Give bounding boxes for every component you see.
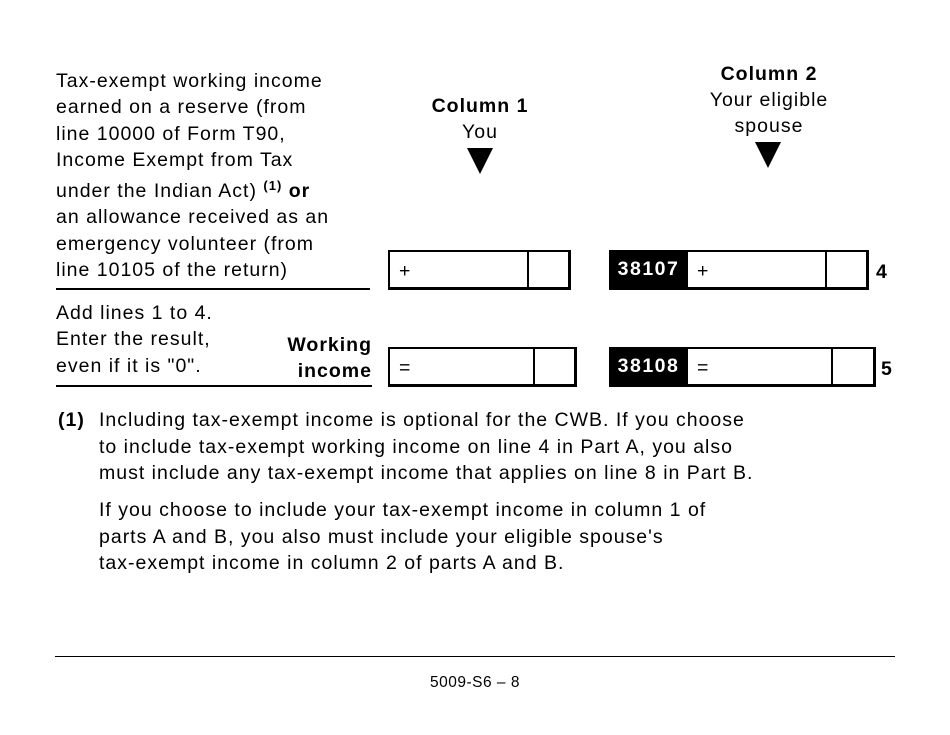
column-1-arrow-icon — [467, 148, 493, 174]
line-4-desc-text: Tax-exempt working income — [56, 70, 323, 92]
line-4-column-1-field[interactable] — [388, 250, 571, 290]
equals-sign: = — [399, 357, 412, 379]
cents-separator — [831, 349, 833, 384]
footer-rule — [55, 656, 895, 657]
footnote-text: parts A and B, you also must include your eligible spouse's — [99, 525, 664, 548]
plus-sign: + — [399, 260, 412, 282]
column-1-subtitle: You — [462, 121, 498, 143]
footnote-text: Including tax-exempt income is optional for the CWB. If you choose — [99, 409, 745, 431]
line-4-desc-text: line 10105 of the return) — [56, 259, 289, 282]
column-1-header — [400, 93, 560, 145]
line-4-column-2-field[interactable] — [686, 250, 869, 290]
column-2-title: Column 2 — [720, 63, 818, 85]
line-4-code-badge: 38107 — [609, 250, 688, 290]
footnote-text: If you choose to include your tax-exempt income in column 1 of — [99, 499, 707, 521]
footnote-paragraph-1 — [99, 407, 753, 487]
footnote-text: to include tax-exempt working income on line 4 in Part A, you also — [99, 435, 733, 458]
line-5-desc-text: Enter the result, — [56, 328, 211, 351]
line-4-desc-text: earned on a reserve (from — [56, 96, 307, 119]
page-number: 5009-S6 – 8 — [430, 674, 520, 691]
column-2-header — [669, 61, 869, 139]
column-1-title: Column 1 — [431, 95, 529, 117]
cents-separator — [825, 252, 827, 287]
line-5-column-1-field[interactable] — [388, 347, 577, 387]
working-income-label — [252, 332, 372, 385]
line-4-desc-text — [56, 173, 329, 204]
line-4-desc-segment: under the Indian Act) — [56, 180, 257, 203]
line-4-desc-text: Income Exempt from Tax — [56, 148, 294, 171]
column-2-arrow-icon — [755, 142, 781, 168]
line-4-number: 4 — [876, 261, 888, 283]
plus-sign: + — [697, 260, 710, 282]
equals-sign: = — [697, 357, 710, 379]
line-4-desc-text: emergency volunteer (from — [56, 232, 315, 255]
line-5-column-2-field[interactable] — [686, 347, 876, 387]
column-2-subtitle-line2: spouse — [734, 115, 804, 137]
line-5-desc-text: Add lines 1 to 4. — [56, 302, 213, 324]
cents-separator — [527, 252, 529, 287]
line-5-number: 5 — [881, 358, 893, 380]
footnote-marker: (1) — [58, 409, 85, 431]
footnote-text: tax-exempt income in column 2 of parts A and B. — [99, 552, 565, 574]
line-5-desc-text: even if it is "0". — [56, 354, 202, 377]
line-4-desc-text: an allowance received as an — [56, 206, 330, 229]
line-4-rule — [56, 288, 370, 290]
working-income-label-line: Working — [287, 334, 372, 356]
line-4-desc-text: line 10000 of Form T90, — [56, 122, 286, 145]
cents-separator — [533, 349, 535, 384]
footnote-reference: (1) — [263, 178, 283, 194]
line-4-description — [56, 68, 329, 283]
footnote-paragraph-2 — [99, 497, 706, 577]
line-5-rule — [56, 385, 372, 387]
line-5-description — [56, 300, 213, 379]
or-text: or — [288, 180, 311, 203]
footnote-text: must include any tax-exempt income that applies on line 8 in Part B. — [99, 462, 754, 484]
line-5-code-badge: 38108 — [609, 347, 688, 387]
column-2-subtitle-line1: Your eligible — [709, 89, 829, 111]
working-income-label-line: income — [297, 360, 372, 383]
